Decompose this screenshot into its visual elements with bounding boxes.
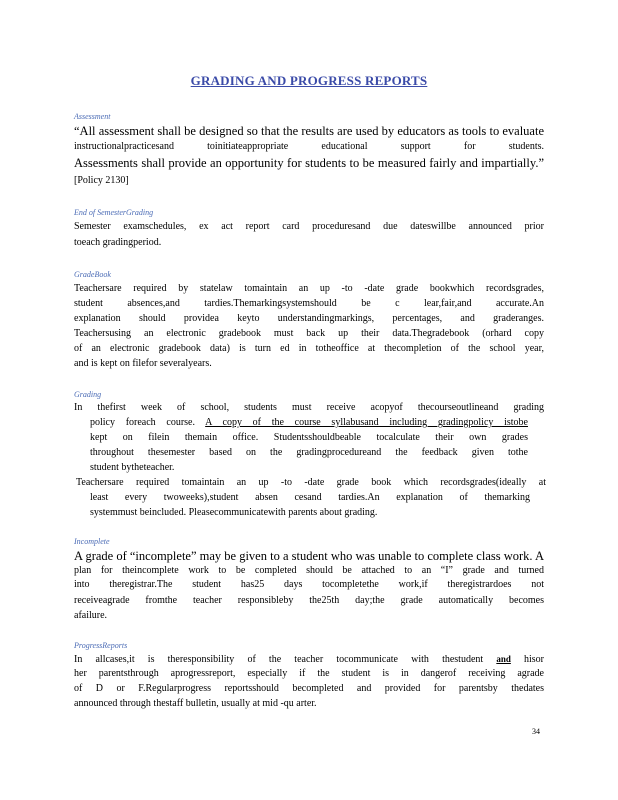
progress-line-1-and: and bbox=[496, 654, 511, 664]
section-label-progress-reports: ProgressReports bbox=[74, 641, 128, 650]
progress-line-1-end: hisor bbox=[510, 654, 544, 665]
section-label-grading: Grading bbox=[74, 390, 102, 399]
section-label-assessment: Assessment bbox=[74, 112, 111, 121]
semester-line-1: Semester examschedules, ex act report card proceduresand due dateswillbe announced prior bbox=[74, 221, 544, 232]
gradebook-line-3: explanation should providea keyto understandingmarkings, percentages, and graderanges. bbox=[74, 313, 544, 324]
gradebook-line-1: Teachersare required by statelaw tomaintain an up -to -date grade bookwhich recordsgrades, bbox=[74, 283, 544, 294]
grading-line-2-start: policy foreach course. bbox=[90, 417, 206, 428]
grading-line-3: kept on filein themain office. Studentsshouldbeable tocalculate their own grades bbox=[90, 432, 528, 443]
section-label-incomplete: Incomplete bbox=[74, 537, 110, 546]
progress-line-1-start: In allcases,it is theresponsibility of the teacher tocommunicate with thestudent bbox=[74, 654, 497, 665]
grading-line-5: student bytheteacher. bbox=[90, 462, 175, 473]
section-label-semester-grading: End of SemesterGrading bbox=[74, 208, 154, 217]
gradebook-line-4: Teachersusing an electronic gradebook must back up their data.Thegradebook (orhard copy bbox=[74, 328, 544, 339]
assessment-line-4: [Policy 2130] bbox=[74, 175, 129, 186]
gradebook-line-5: of an electronic gradebook data) is turn ed in totheoffice at thecompletion of the school year, bbox=[74, 343, 544, 354]
incomplete-line-1: A grade of “incomplete” may be given to a student who was unable to complete class work. A bbox=[74, 549, 544, 563]
incomplete-line-3: into theregistrar.The student has25 days tocompletethe work,if theregistrardoes not bbox=[74, 579, 544, 590]
assessment-line-1: “All assessment shall be designed so that the results are used by educators as tools to evaluate bbox=[74, 124, 544, 138]
grading-line-2-underlined: A copy of the course syllabusand including gradingpolicy istobe bbox=[205, 417, 528, 428]
grading-line-4: throughout thesemester based on the gradingprocedureand the feedback given tothe bbox=[90, 447, 528, 458]
incomplete-line-2: plan for theincomplete work to be completed should be attached to an “I” grade and turned bbox=[74, 565, 544, 576]
page-number: 34 bbox=[532, 727, 540, 736]
progress-line-1 bbox=[74, 652, 544, 667]
semester-line-2: toeach gradingperiod. bbox=[74, 237, 162, 248]
progress-line-3: of D or F.Regularprogress reportsshould becompleted and provided for parentsby thedates bbox=[74, 683, 544, 694]
assessment-line-2: instructionalpracticesand toinitiateappropriate educational support for students. bbox=[74, 141, 544, 152]
grading-line-6: Teachersare required tomaintain an up -to -date grade book which recordsgrades(ideally at bbox=[76, 477, 546, 488]
progress-line-2: her parentsthrough aprogressreport, especially if the student is in dangerof receiving agrade bbox=[74, 668, 544, 679]
incomplete-line-5: afailure. bbox=[74, 610, 108, 621]
progress-line-4: announced through thestaff bulletin, usually at mid -qu arter. bbox=[74, 698, 317, 709]
assessment-line-3: Assessments shall provide an opportunity for students to be measured fairly and impartially.” bbox=[74, 156, 544, 170]
grading-line-1: In thefirst week of school, students must receive acopyof thecourseoutlineand grading bbox=[74, 402, 544, 413]
grading-line-2 bbox=[90, 416, 528, 430]
grading-line-7: least every twoweeks),student absen cesand tardies.An explanation of themarking bbox=[90, 492, 530, 503]
gradebook-line-2: student absences,and tardies.Themarkingsystemshould be c lear,fair,and accurate.An bbox=[74, 298, 544, 309]
gradebook-line-6: and is kept on filefor severalyears. bbox=[74, 358, 212, 369]
incomplete-line-4: receiveagrade fromthe teacher responsibleby the25th day;the grade automatically becomes bbox=[74, 595, 544, 606]
grading-line-8: systemmust beincluded. Pleasecommunicatewith parents about grading. bbox=[90, 507, 378, 518]
page-title: GRADING AND PROGRESS REPORTS bbox=[190, 73, 428, 88]
section-label-gradebook: GradeBook bbox=[74, 270, 111, 279]
